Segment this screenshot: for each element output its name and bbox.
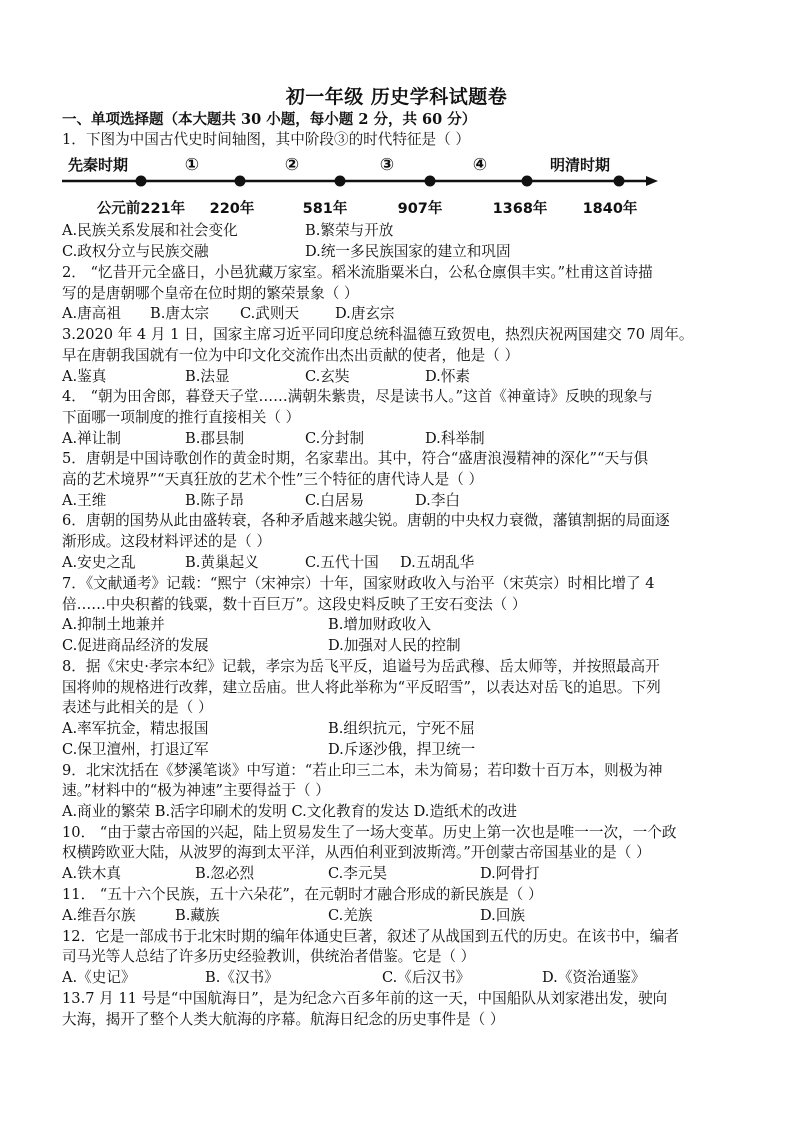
question-9-stem: 速。”材料中的“极为神速”主要得益于（ ） (62, 782, 330, 799)
question-8-stem: 国将帅的规格进行改葬，建立岳庙。世人将此举称为“平反昭雪”，以表达对岳飞的追思。下列 (62, 679, 661, 696)
option-2-a: A.唐高祖 (62, 305, 121, 322)
question-2-stem: 写的是唐朝哪个皇帝在位时期的繁荣景象（ ） (62, 285, 359, 302)
section-header: 一、单项选择题（本大题共 30 小题，每小题 2 分，共 60 分） (62, 111, 477, 128)
timeline-bottom-label: 公元前221年 (96, 201, 186, 217)
timeline-top-label: ③ (379, 155, 395, 175)
option-8-c: C.保卫澶州，打退辽军 (62, 741, 209, 758)
timeline-bottom-label: 1840年 (582, 201, 638, 217)
timeline-top-label: ② (284, 155, 300, 175)
question-7-stem: 倍……中央积蓄的钱粟，数十百巨万”。这段史料反映了王安石变法（ ） (62, 596, 527, 613)
option-1-b: B.繁荣与开放 (305, 222, 394, 239)
option-6-d: D.五胡乱华 (400, 554, 475, 571)
question-13-stem: 13.7 月 11 号是“中国航海日”，是为纪念六百多年前的这一天，中国船队从刘家港出发，驶向 (62, 990, 668, 1007)
timeline-bottom-label: 907年 (397, 201, 443, 217)
question-8-stem: 表述与此相关的是（ ） (62, 699, 213, 716)
option-10-a: A.铁木真 (62, 865, 121, 882)
timeline-point (335, 176, 346, 187)
option-2-b: B.唐太宗 (150, 305, 210, 322)
option-6-a: A.安史之乱 (62, 554, 136, 571)
option-3-c: C.玄奘 (305, 368, 350, 385)
question-3-stem: 3.2020 年 4 月 1 日，国家主席习近平同印度总统科温德互致贺电，热烈庆祝两国建交 70 周年。 (62, 326, 694, 343)
option-5-a: A.王维 (62, 492, 107, 509)
option-5-c: C.白居易 (305, 492, 365, 509)
question-12-stem: 司马光等人总结了许多历史经验教训，供统治者借鉴。它是（ ） (62, 948, 476, 965)
option-11-c: C.羌族 (328, 907, 373, 924)
timeline-bottom-label: 220年 (209, 201, 255, 217)
option-5-d: D.李白 (415, 492, 461, 509)
question-10-stem: 10． “由于蒙古帝国的兴起，陆上贸易发生了一场大变革。历史上第一次也是唯一一次，一个政 (62, 824, 677, 841)
timeline-bottom-label: 581年 (302, 201, 348, 217)
option-4-b: B.郡县制 (185, 430, 245, 447)
question-6-stem: 6．唐朝的国势从此由盛转衰，各种矛盾越来越尖锐。唐朝的中央权力衰微，藩镇割据的局面逐 (62, 512, 670, 529)
timeline-top-label: 先秦时期 (67, 156, 129, 174)
question-12-stem: 12．它是一部成书于北宋时期的编年体通史巨著，叙述了从战国到五代的历史。在该书中，编者 (62, 928, 679, 945)
option-4-d: D.科举制 (425, 430, 485, 447)
timeline-point (614, 176, 625, 187)
option-3-d: D.怀素 (425, 368, 471, 385)
question-7-stem: 7．《文献通考》记载：“熙宁（宋神宗）十年，国家财政收入与治平（宋英宗）时相比增了 4 (62, 575, 655, 592)
option-3-b: B.法显 (185, 368, 230, 385)
option-7-c: C.促进商品经济的发展 (62, 637, 209, 654)
option-12-b: B.《汉书》 (205, 969, 279, 986)
timeline-top-label: 明清时期 (549, 156, 611, 174)
question-5-stem: 5．唐朝是中国诗歌创作的黄金时期，名家辈出。其中，符合“盛唐浪漫精神的深化”“天与俱 (62, 450, 649, 467)
option-6-c: C.五代十国 (305, 554, 379, 571)
option-1-d: D.统一多民族国家的建立和巩固 (305, 243, 511, 260)
timeline-arrow-icon (646, 176, 658, 186)
question-4-stem: 下面哪一项制度的推行直接相关（ ） (62, 409, 301, 426)
timeline-point (425, 176, 436, 187)
timeline-top-label: ① (184, 155, 200, 175)
option-1-c: C.政权分立与民族交融 (62, 243, 209, 260)
timeline-figure (62, 152, 662, 222)
option-8-d: D.斥逐沙俄，捍卫统一 (328, 741, 476, 758)
option-11-a: A.维吾尔族 (62, 907, 136, 924)
option-10-c: C.李元昊 (328, 865, 388, 882)
option-10-b: B.忽必烈 (195, 865, 255, 882)
timeline-top-label: ④ (472, 155, 488, 175)
option-1-a: A.民族关系发展和社会变化 (62, 222, 238, 239)
question-10-stem: 权横跨欧亚大陆，从波罗的海到太平洋，从西伯利亚到波斯湾。”开创蒙古帝国基业的是（ ） (62, 844, 651, 861)
timeline-bottom-label: 1368年 (492, 201, 548, 217)
option-2-c: C.武则天 (240, 305, 300, 322)
question-13-stem: 大海，揭开了整个人类大航海的序幕。航海日纪念的历史事件是（ ） (62, 1011, 505, 1028)
option-8-b: B.组织抗元，宁死不屈 (328, 720, 475, 737)
option-10-d: D.阿骨打 (480, 865, 540, 882)
question-4-stem: 4． “朝为田舍郎，暮登天子堂……满朝朱紫贵，尽是读书人。”这首《神童诗》反映的现象与 (62, 388, 653, 405)
option-5-b: B.陈子昂 (185, 492, 245, 509)
question-1-stem: 1．下图为中国古代史时间轴图，其中阶段③的时代特征是（ ） (62, 131, 470, 148)
option-4-a: A.禅让制 (62, 430, 121, 447)
timeline-point (235, 176, 246, 187)
page-title: 初一年级 历史学科试题卷 (285, 86, 508, 108)
option-7-d: D.加强对人民的控制 (328, 637, 461, 654)
option-3-a: A.鉴真 (62, 368, 107, 385)
option-11-d: D.回族 (480, 907, 526, 924)
question-5-stem: 高的艺术境界”“天真狂放的艺术个性”三个特征的唐代诗人是（ ） (62, 471, 484, 488)
option-11-b: B.藏族 (175, 907, 220, 924)
option-9-all: A.商业的繁荣 B.活字印刷术的发明 C.文化教育的发达 D.造纸术的改进 (62, 803, 518, 820)
question-2-stem: 2． “忆昔开元全盛日，小邑犹藏万家室。稻米流脂粟米白，公私仓廪俱丰实。”杜甫这首诗描 (62, 264, 653, 281)
option-12-d: D.《资治通鉴》 (542, 969, 646, 986)
timeline-point (522, 176, 533, 187)
timeline-point (136, 176, 147, 187)
question-11-stem: 11． “五十六个民族，五十六朵花”，在元朝时才融合形成的新民族是（ ） (62, 886, 543, 903)
option-6-b: B.黄巢起义 (185, 554, 259, 571)
question-6-stem: 渐形成。这段材料评述的是（ ） (62, 533, 271, 550)
option-4-c: C.分封制 (305, 430, 365, 447)
question-8-stem: 8．据《宋史·孝宗本纪》记载，孝宗为岳飞平反，追谥号为岳武穆、岳太师等，并按照最高开 (62, 658, 660, 675)
option-12-c: C.《后汉书》 (382, 969, 471, 986)
option-2-d: D.唐玄宗 (335, 305, 395, 322)
option-8-a: A.率军抗金，精忠报国 (62, 720, 209, 737)
option-12-a: A.《史记》 (62, 969, 136, 986)
question-3-stem: 早在唐朝我国就有一位为中印文化交流作出杰出贡献的使者，他是（ ） (62, 347, 520, 364)
option-7-a: A.抑制土地兼并 (62, 616, 165, 633)
question-9-stem: 9．北宋沈括在《梦溪笔谈》中写道：“若止印三二本，未为简易；若印数十百万本，则极为神 (62, 762, 663, 779)
option-7-b: B.增加财政收入 (328, 616, 431, 633)
